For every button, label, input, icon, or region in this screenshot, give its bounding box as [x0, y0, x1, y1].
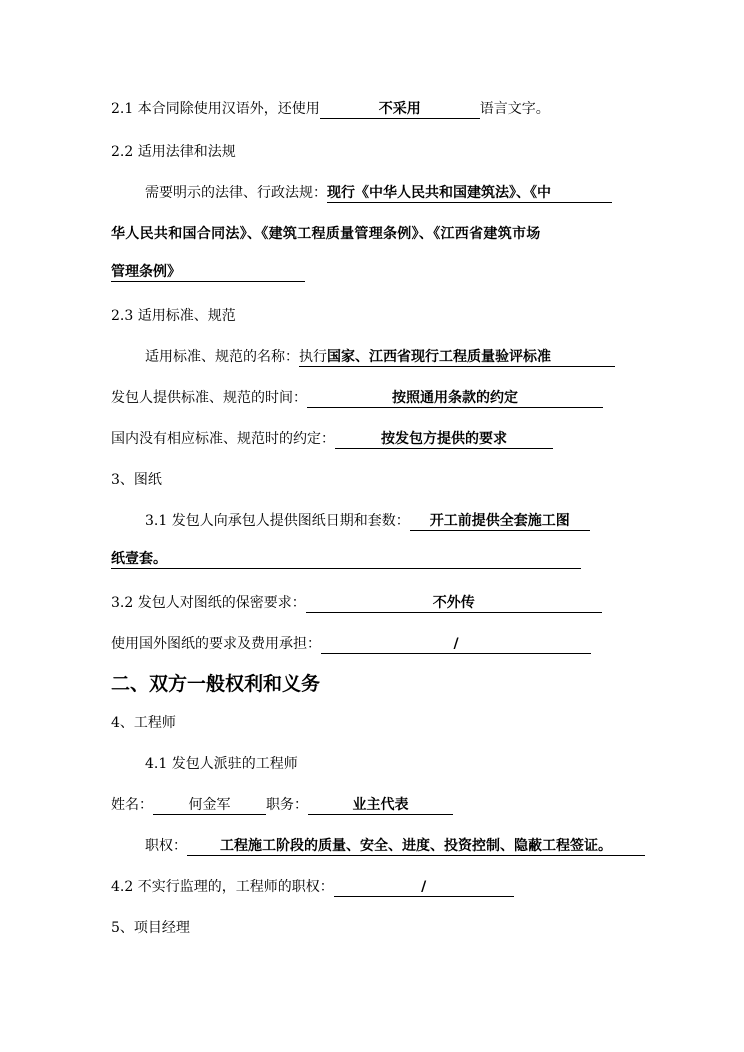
confidential-value: 不外传 [306, 595, 602, 613]
section-3-title: 3、图纸 [111, 472, 162, 488]
drawings-value-1: 开工前提供全套施工图 [410, 513, 590, 531]
clause-3-1-label: 3.1 发包人向承包人提供图纸日期和套数： [145, 513, 410, 529]
section-4-title: 4、工程师 [111, 715, 176, 731]
engineer-name-label: 姓名： [111, 797, 153, 813]
laws-value-3: 管理条例》 [111, 264, 305, 282]
laws-value-1: 现行《中华人民共和国建筑法》、《中 [327, 185, 612, 203]
foreign-drawings-value: / [321, 636, 591, 654]
clause-2-1 [111, 98, 550, 119]
clause-2-2-title: 2.2 适用法律和法规 [111, 144, 236, 160]
standards-time-line [111, 387, 603, 408]
language-value: 不采用 [320, 101, 480, 119]
engineer-duty-label: 职务： [266, 797, 308, 813]
clause-4-2-line [111, 876, 514, 897]
drawings-value-2: 纸壹套。 [111, 551, 581, 569]
standards-none-label: 国内没有相应标准、规范时的约定： [111, 431, 335, 447]
foreign-drawings-line [111, 633, 591, 654]
clause-4-2-value: / [334, 879, 514, 897]
standards-value-plain: 执行 [299, 349, 327, 365]
standards-time-label: 发包人提供标准、规范的时间： [111, 390, 307, 406]
drawings-line-2 [111, 551, 581, 569]
authority-value: 工程施工阶段的质量、安全、进度、投资控制、隐蔽工程签证。 [187, 838, 645, 856]
laws-value-2: 华人民共和国合同法》、《建筑工程质量管理条例》、《江西省建筑市场 [111, 226, 541, 242]
engineer-line [111, 794, 453, 815]
laws-line-1 [145, 182, 612, 203]
standards-line [145, 346, 615, 367]
clause-3-1-line [145, 510, 590, 531]
foreign-drawings-label: 使用国外图纸的要求及费用承担： [111, 636, 321, 652]
standards-time-value: 按照通用条款的约定 [307, 390, 603, 408]
standards-value [299, 349, 615, 367]
laws-label: 需要明示的法律、行政法规： [145, 185, 327, 201]
clause-2-3-title: 2.3 适用标准、规范 [111, 308, 236, 324]
standards-none-line [111, 428, 553, 449]
clause-3-2-label: 3.2 发包人对图纸的保密要求： [111, 595, 306, 611]
section-5-title: 5、项目经理 [111, 920, 190, 936]
part-2-heading: 二、双方一般权利和义务 [111, 673, 321, 695]
standards-label: 适用标准、规范的名称： [145, 349, 299, 365]
engineer-duty: 业主代表 [308, 797, 453, 815]
clause-2-1-suffix: 语言文字。 [479, 101, 550, 117]
clause-2-1-prefix: 2.1 本合同除使用汉语外，还使用 [111, 101, 320, 117]
laws-line-3 [111, 264, 305, 282]
standards-none-value: 按发包方提供的要求 [335, 431, 553, 449]
clause-3-2-line [111, 592, 602, 613]
engineer-name: 何金军 [153, 797, 266, 815]
authority-line [145, 835, 645, 856]
standards-value-bold: 国家、江西省现行工程质量验评标准 [327, 349, 551, 365]
clause-4-1-title: 4.1 发包人派驻的工程师 [145, 756, 298, 772]
clause-4-2-label: 4.2 不实行监理的，工程师的职权： [111, 879, 334, 895]
authority-label: 职权： [145, 838, 187, 854]
